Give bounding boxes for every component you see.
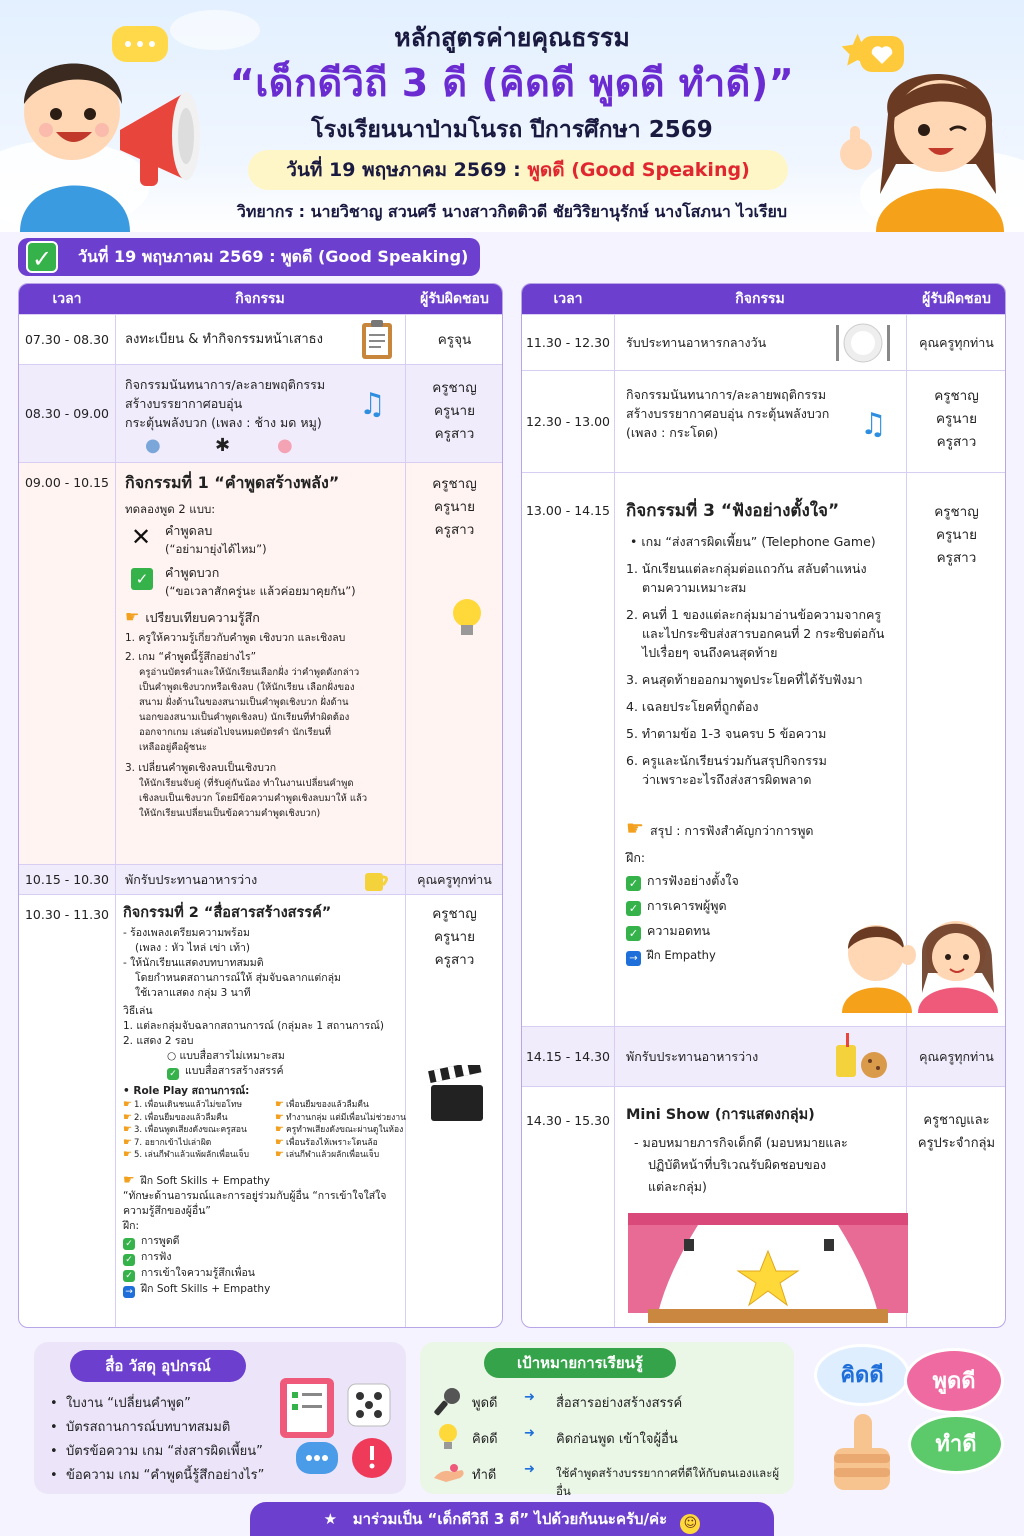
helping-hand-icon <box>432 1460 466 1486</box>
step-line: 5. ทำตามข้อ 1-3 จนครบ 5 ข้อความ <box>626 726 827 741</box>
smiley-icon: ☺ <box>680 1514 700 1534</box>
practice-item: การฟัง <box>141 1251 172 1263</box>
ant-icon: ✱ <box>215 435 231 456</box>
microphone-icon <box>434 1386 462 1416</box>
check-icon: ✓ <box>626 901 641 916</box>
positive-label: คำพูดบวก <box>165 565 220 580</box>
speak-good-bubble: พูดดี <box>904 1348 1004 1414</box>
how-to-play: วิธีเล่น <box>123 1005 153 1017</box>
time-cell: 09.00 - 10.15 <box>24 475 110 490</box>
time-cell: 13.00 - 14.15 <box>525 503 611 518</box>
camp-title: หลักสูตรค่ายคุณธรรม <box>394 23 630 52</box>
quote-line: ความรู้สึกของผู้อื่น” <box>123 1205 211 1217</box>
negative-label: คำพูดลบ <box>165 523 213 538</box>
speakers-line: วิทยากร : นายวิชาญ สวนศรี นางสาวกิตติวดี ชัยวิริยานุรักษ์ นางโสภนา ไวเรียบ <box>236 202 788 221</box>
time-cell: 14.30 - 15.30 <box>525 1113 611 1128</box>
goal-value: คิดก่อนพูด เข้าใจผู้อื่น <box>556 1432 678 1447</box>
elephant-icon: ● <box>145 435 161 456</box>
goals-title: เป้าหมายการเรียนรู้ <box>484 1348 676 1378</box>
materials-list: • ใบงาน “เปลี่ยนคำพูด” • บัตรสถานการณ์บทบาทสมมติ • บัตรข้อความ เกม “ส่งสารผิดเพี้ยน” • ข้อความ เกม “คำพูดนี้รู้สึกอย่างไร” <box>50 1396 265 1483</box>
resp-cell: คุณครูทุกท่าน <box>919 1049 994 1064</box>
step-line: และไปกระซิบส่งสารบอกคนที่ 2 กระซิบต่อกัน <box>642 626 885 641</box>
step-line: 1. ครูให้ความรู้เกี่ยวกับคำพูด เชิงบวก และเชิงลบ <box>125 632 346 644</box>
goal-value: สื่อสารอย่างสร้างสรรค์ <box>556 1396 683 1411</box>
star-icon: ★ <box>323 1510 348 1528</box>
resp-cell: คุณครูทุกท่าน <box>919 335 994 350</box>
time-cell: 07.30 - 08.30 <box>24 332 110 347</box>
table-header <box>19 284 502 314</box>
step-line: 3. เปลี่ยนคำพูดเชิงลบเป็นเชิงบวก <box>125 762 277 774</box>
time-cell: 11.30 - 12.30 <box>525 335 611 350</box>
option-line: แบบสื่อสารสร้างสรรค์ <box>185 1065 284 1077</box>
table-row <box>522 314 1005 370</box>
activity-line: กระตุ้นพลังบวก (เพลง : ช้าง มด หมู) <box>125 415 322 430</box>
step-detail: เชิงลบเป็นเชิงบวก โดยมีข้อความคำพูดเชิงลบมาให้ แล้ว <box>139 793 368 804</box>
music-note-icon: ♫ <box>359 387 386 422</box>
pointing-hand-icon: ☛ <box>275 1149 284 1160</box>
activity-cell: พักรับประทานอาหารว่าง <box>626 1049 759 1064</box>
resp-line: ครูชาญ <box>432 380 477 396</box>
step-line: 1. นักเรียนแต่ละกลุ่มต่อแถวกัน สลับตำแหน่ง <box>626 561 867 576</box>
date-highlight: พูดดี (Good Speaking) <box>527 159 750 181</box>
activity-cell: กิจกรรมที่ 2 “สื่อสารสร้างสรรค์” - ร้องเพลงเตรียมความพร้อม (เพลง : หัว ไหล่ เข่า เท้า) - ให้นักเรียนแสดงบทบาทสมมติ โดยกำหนดสถานการณ์ให้ สุ่มจับฉลากแต่กลุ่ม ใช้เวลาแสดง กลุ่ม 3 นาที วิธีเล่น 1. แต่ละกลุ่มจับฉลากสถานการณ์ (กลุ่มละ 1 สถานการณ์) 2. แสดง 2 รอบ ○ แบบสื่อสารไม่เหมาะสม ✓ แบบสื่อสารสร้างสรรค์ • Role Play สถานการณ์: ☛ 1. เพื่อนเดินชนแล้วไม่ขอโทษ ☛ 2. เพื่อนยืมของแล้วลืมคืน ☛ 3. เพื่อนพูดเสียงดังขณะครูสอน ☛ 7. อยากเข้าไปเล่าผิด ☛ 5. เล่นกีฬาแล้วแพ้ผลักเพื่อนเจ็บ ☛ เพื่อนยืมของแล้วลืมคืน ☛ ทำงานกลุ่ม แต่มีเพื่อนไม่ช่วยงาน ☛ ครูทำพเสียงดังขณะผ่านดูในห้อง ☛ เพื่อนร้องไห้เพราะโดนล้อ ☛ เล่นกีฬาแล้วผลักเพื่อนเจ็บ ☛ ฝึก Soft Skills + Empathy “ทักษะด้านอารมณ์และการอยู่ร่วมกับผู้อื่น “การเข้าใจใส่ใจ ความรู้สึกของผู้อื่น” ฝึก: ✓ การพูดดี ✓ การฟัง ✓ การเข้าใจความรู้สึกเพื่อน → ฝึก Soft Skills + Empathy <box>123 895 408 1328</box>
resp-cell: คุณครูทุกท่าน <box>417 872 492 887</box>
goal-key: พูดดี <box>472 1396 498 1411</box>
step-line: 1. แต่ละกลุ่มจับฉลากสถานการณ์ (กลุ่มละ 1 สถานการณ์) <box>123 1020 385 1032</box>
header-resp: ผู้รับผิดชอบ <box>420 291 489 307</box>
pointing-hand-icon: ☛ <box>275 1099 284 1110</box>
activity-title: กิจกรรมที่ 1 “คำพูดสร้างพลัง” <box>125 473 340 492</box>
goals-list <box>430 1384 790 1498</box>
clipboard-icon <box>359 319 395 361</box>
time-cell: 08.30 - 09.00 <box>24 406 110 421</box>
pointing-hand-icon: ☛ <box>123 1124 132 1135</box>
practice-item: การเข้าใจความรู้สึกเพื่อน <box>141 1267 255 1279</box>
materials-panel <box>34 1342 406 1494</box>
header-time: เวลา <box>553 291 583 307</box>
practice-item: ฝึก Soft Skills + Empathy <box>141 1283 271 1295</box>
three-good-bubbles <box>808 1336 1018 1496</box>
table-row <box>19 864 502 894</box>
roleplay-item: 3. เพื่อนพูดเสียงดังขณะครูสอน <box>133 1125 247 1135</box>
negative-example: (“อย่ามายุ่งได้ไหม”) <box>165 542 267 556</box>
activity-line: (เพลง : กระโดด) <box>626 425 719 440</box>
thumbs-up-icon <box>828 1408 904 1494</box>
bullet-line: (เพลง : หัว ไหล่ เข่า เท้า) <box>135 942 251 954</box>
arrow-icon: → <box>123 1286 135 1298</box>
materials-title: สื่อ วัสดุ อุปกรณ์ <box>70 1350 246 1382</box>
game-line: เกม “ส่งสารผิดเพี้ยน” (Telephone Game) <box>641 534 876 549</box>
pointing-hand-icon: ☛ <box>275 1124 284 1135</box>
activity-cell: กิจกรรมที่ 3 “ฟังอย่างตั้งใจ” • เกม “ส่งสารผิดเพี้ยน” (Telephone Game) 1. นักเรียนแต่ละกลุ่มต่อแถวกัน สลับตำแหน่ง ตามความเหมาะสม 2. คนที่ 1 ของแต่ละกลุ่มมาอ่านข้อความจากครู และไปกระซิบส่งสารบอกคนที่ 2 กระซิบต่อกัน ไปเรื่อยๆ จนถึงคนสุดท้าย 3. คนสุดท้ายออกมาพูดประโยคที่ได้รับฟังมา 4. เฉลยประโยคที่ถูกต้อง 5. ทำตามข้อ 1-3 จนครบ 5 ข้อความ 6. ครูและนักเรียนร่วมกันสรุปกิจกรรม ว่าเพราะอะไรถึงส่งสารผิดพลาด ☛ สรุป : การฟังสำคัญกว่าการพูด ฝึก: ✓ การฟังอย่างตั้งใจ ✓ การเคารพผู้พูด ✓ ความอดทน → ฝึก Empathy <box>626 473 906 1026</box>
resp-cell: ครูจุน <box>437 332 472 348</box>
activity-title: Mini Show (การแสดงกลุ่ม) <box>626 1107 815 1123</box>
plate-cutlery-icon <box>832 321 894 365</box>
activity-line: ทดลองพูด 2 แบบ: <box>125 502 216 516</box>
table-row <box>522 1026 1005 1086</box>
lightbulb-icon <box>436 1422 460 1452</box>
camp-subtitle: “เด็กดีวิถี 3 ดี (คิดดี พูดดี ทำดี)” <box>229 61 795 105</box>
resp-cell <box>906 1087 1006 1328</box>
positive-example: (“ขอเวลาสักครู่นะ แล้วค่อยมาคุยกัน”) <box>165 584 356 598</box>
resp-cell <box>906 371 1006 472</box>
step-detail: เหลืออยู่คือผู้ชนะ <box>139 742 207 753</box>
goal-key: คิดดี <box>472 1432 498 1447</box>
step-line: 2. แสดง 2 รอบ <box>123 1035 194 1047</box>
option-line: แบบสื่อสารไม่เหมาะสม <box>179 1050 285 1062</box>
day-banner <box>18 238 480 276</box>
goal-value: ใช้คำพูดสร้างบรรยากาศที่ดีให้กับตนเองและผู้อื่น <box>556 1466 780 1498</box>
table-row <box>19 462 502 864</box>
arrow-icon: → <box>626 951 641 966</box>
activity-cell <box>125 463 405 864</box>
step-detail: ออกจากเกม เล่นต่อไปจนหมดบัตรคำ นักเรียนที่ <box>139 727 332 738</box>
time-cell: 10.30 - 11.30 <box>24 907 110 922</box>
pointing-hand-icon: ☛ <box>125 607 140 626</box>
resp-line: ครูสาว <box>936 550 977 566</box>
quote-line: “ทักษะด้านอารมณ์และการอยู่ร่วมกับผู้อื่น “การเข้าใจใส่ใจ <box>123 1190 387 1202</box>
roleplay-item: 5. เล่นกีฬาแล้วแพ้ผลักเพื่อนเจ็บ <box>133 1150 250 1160</box>
bullet-line: - ร้องเพลงเตรียมความพร้อม <box>123 927 250 939</box>
check-icon: ✓ <box>131 568 153 590</box>
pointing-hand-icon: ☛ <box>123 1173 135 1188</box>
activity-cell: รับประทานอาหารกลางวัน <box>626 335 767 350</box>
resp-line: ครูชาญ <box>934 504 979 520</box>
time-cell: 14.15 - 14.30 <box>525 1049 611 1064</box>
materials-item: ใบงาน “เปลี่ยนคำพูด” <box>65 1396 191 1411</box>
think-good-bubble: คิดดี <box>814 1344 910 1406</box>
table-row <box>19 314 502 364</box>
header-activity: กิจกรรม <box>235 291 285 307</box>
practice-item: การฟังอย่างตั้งใจ <box>647 873 739 888</box>
resp-cell <box>405 463 503 864</box>
bullet-line: โดยกำหนดสถานการณ์ให้ สุ่มจับฉลากแต่กลุ่ม <box>135 972 341 984</box>
resp-line: ครูชาญ <box>934 388 979 404</box>
step-line: ตามความเหมาะสม <box>642 580 747 595</box>
step-detail: ให้นักเรียนเปลี่ยนเป็นข้อความคำพูดเชิงบวก) <box>139 808 321 819</box>
schedule-table-left <box>18 283 503 1328</box>
resp-line: ครูชาญ <box>432 906 477 922</box>
pointing-hand-icon: ☛ <box>123 1111 132 1123</box>
activity-line: สร้างบรรยากาศอบอุ่น กระตุ้นพลังบวก <box>626 406 830 421</box>
pointing-hand-icon: ☛ <box>626 816 644 840</box>
header-banner <box>0 0 1024 232</box>
resp-cell <box>405 895 503 1328</box>
table-row <box>19 894 502 1328</box>
materials-item: บัตรข้อความ เกม “ส่งสารผิดเพี้ยน” <box>65 1444 263 1459</box>
activity-cell <box>125 365 365 462</box>
roleplay-item: เพื่อนยืมของแล้วลืมคืน <box>285 1100 369 1110</box>
practice-label: ฝึก: <box>626 850 646 865</box>
check-icon: ✓ <box>626 926 641 941</box>
materials-item: บัตรสถานการณ์บทบาทสมมติ <box>65 1420 231 1435</box>
resp-line: ครูสาว <box>434 426 475 442</box>
compare-label: เปรียบเทียบความรู้สึก <box>145 610 260 625</box>
table-row <box>522 472 1005 1026</box>
header-resp: ผู้รับผิดชอบ <box>922 291 991 307</box>
practice-item: การพูดดี <box>141 1235 180 1247</box>
step-detail: เป็นคำพูดเชิงบวกหรือเชิงลบ (ให้นักเรียน เลือกฝั่งของ <box>139 682 355 693</box>
pointing-hand-icon: ☛ <box>275 1136 284 1148</box>
resp-line: ครูนาย <box>935 527 977 543</box>
activity-cell: ลงทะเบียน & ทำกิจกรรมหน้าเสาธง <box>125 332 323 347</box>
drink-icon <box>361 867 391 893</box>
materials-item: ข้อความ เกม “คำพูดนี้รู้สึกอย่างไร” <box>65 1468 265 1483</box>
check-icon: ✓ <box>123 1254 135 1266</box>
pointing-hand-icon: ☛ <box>275 1111 284 1123</box>
roleplay-item: เล่นกีฬาแล้วผลักเพื่อนเจ็บ <box>285 1150 380 1160</box>
activity-cell <box>626 371 886 472</box>
practice-item: ความอดทน <box>647 923 711 938</box>
pointing-hand-icon: ☛ <box>123 1136 132 1148</box>
resp-line: ครูชาญ <box>432 476 477 492</box>
worksheet-dice-icon <box>278 1370 398 1488</box>
resp-cell <box>405 365 503 462</box>
check-icon: ✓ <box>167 1068 179 1080</box>
circle-icon: ○ <box>167 1050 180 1062</box>
header-time: เวลา <box>52 291 82 307</box>
activity-line: กิจกรรมนันทนาการ/ละลายพฤติกรรม <box>125 377 326 392</box>
bullet-line: ใช้เวลาแสดง กลุ่ม 3 นาที <box>135 987 251 999</box>
resp-line: ครูประจำกลุ่ม <box>917 1136 996 1151</box>
detail-line: แต่ละกลุ่ม) <box>648 1179 707 1194</box>
step-line: ว่าเพราะอะไรถึงส่งสารผิดพลาด <box>642 772 812 787</box>
check-icon: ✓ <box>123 1238 135 1250</box>
step-detail: ครูอ่านบัตรคำและให้นักเรียนเลือกฝั่ง ว่าคำพูดดังกล่าว <box>139 667 360 678</box>
practice-item: การเคารพผู้พูด <box>647 898 727 913</box>
table-header <box>522 284 1005 314</box>
resp-line: ครูสาว <box>434 522 475 538</box>
step-line: 4. เฉลยประโยคที่ถูกต้อง <box>626 699 759 714</box>
bullet-line: - ให้นักเรียนแสดงบทบาทสมมติ <box>123 957 264 969</box>
check-icon: ✓ <box>26 241 58 273</box>
table-row <box>19 364 502 462</box>
resp-line: ครูสาว <box>434 952 475 968</box>
step-line: 6. ครูและนักเรียนร่วมกันสรุปกิจกรรม <box>626 753 827 768</box>
date-prefix: วันที่ 19 พฤษภาคม 2569 : <box>286 159 521 181</box>
step-line: 3. คนสุดท้ายออกมาพูดประโยคที่ได้รับฟังมา <box>626 672 863 687</box>
activity-cell: พักรับประทานอาหารว่าง <box>125 872 258 887</box>
check-icon: ✓ <box>626 876 641 891</box>
activity-line: สร้างบรรยากาศอบอุ่น <box>125 396 243 411</box>
activity-line: กิจกรรมนันทนาการ/ละลายพฤติกรรม <box>626 387 827 402</box>
practice-item: ฝึก Empathy <box>647 948 716 962</box>
resp-line: ครูนาย <box>433 403 475 419</box>
resp-line: ครูสาว <box>936 434 977 450</box>
snack-drink-icon <box>830 1033 892 1081</box>
activity-title: กิจกรรมที่ 2 “สื่อสารสร้างสรรค์” <box>123 905 332 921</box>
resp-line: ครูนาย <box>935 411 977 427</box>
table-row <box>522 370 1005 472</box>
resp-line: ครูนาย <box>433 929 475 945</box>
pointing-hand-icon: ☛ <box>123 1099 132 1110</box>
roleplay-list <box>123 1099 408 1179</box>
detail-line: ปฏิบัติหน้าที่บริเวณรับผิดชอบของ <box>648 1157 827 1172</box>
do-good-bubble: ทำดี <box>908 1414 1004 1474</box>
stage-curtain-illustration <box>628 1213 908 1323</box>
roleplay-item: 1. เพื่อนเดินชนแล้วไม่ขอโทษ <box>133 1100 243 1110</box>
schedule-table-right <box>521 283 1006 1328</box>
roleplay-item: ครูทำพเสียงดังขณะผ่านดูในห้อง <box>285 1125 404 1135</box>
music-note-icon: ♫ <box>860 407 887 442</box>
arrow-icon: ➜ <box>524 1462 535 1477</box>
practice-label: ฝึก: <box>123 1220 140 1232</box>
roleplay-title: Role Play สถานการณ์: <box>133 1085 250 1097</box>
resp-line: ครูนาย <box>433 499 475 515</box>
roleplay-item: 2. เพื่อนยืมของแล้วลืมคืน <box>133 1112 228 1123</box>
soft-skills-label: ฝึก Soft Skills + Empathy <box>140 1175 270 1187</box>
step-line: 2. เกม “คำพูดนี้รู้สึกอย่างไร” <box>125 651 257 663</box>
school-name: โรงเรียนนาป่ามโนรถ ปีการศึกษา 2569 <box>311 117 713 143</box>
pointing-hand-icon: ☛ <box>123 1149 132 1160</box>
roleplay-item: 7. อยากเข้าไปเล่าผิด <box>133 1137 212 1148</box>
arrow-icon: ➜ <box>524 1390 535 1405</box>
activity-title: กิจกรรมที่ 3 “ฟังอย่างตั้งใจ” <box>626 501 840 521</box>
pig-icon: ● <box>277 435 293 456</box>
step-detail: ให้นักเรียนจับคู่ (ที่รับคู่กันน้อง ทำในงานเปลี่ยนคำพูด <box>139 778 354 789</box>
detail-line: - มอบหมายภารกิจเด็กดี (มอบหมายและ <box>634 1135 848 1150</box>
date-badge <box>248 150 788 190</box>
time-cell: 12.30 - 13.00 <box>525 414 611 429</box>
footer-text: มาร่วมเป็น “เด็กดีวิถี 3 ดี” ไปด้วยกันนะครับ/ค่ะ <box>352 1510 668 1528</box>
roleplay-item: เพื่อนร้องไห้เพราะโดนล้อ <box>285 1137 378 1148</box>
step-detail: นอกของสนามเป็นคำพูดเชิงลบ) นักเรียนที่ทำผิดต้อง <box>139 712 350 723</box>
goals-panel <box>420 1342 794 1498</box>
resp-cell <box>906 473 1006 1026</box>
day-banner-label: วันที่ 19 พฤษภาคม 2569 : พูดดี (Good Speaking) <box>78 247 469 266</box>
step-detail: สนาม ฝั่งด้านในของสนามเป็นคำพูดเชิงบวก ฝั่งด้าน <box>139 697 349 708</box>
header-activity: กิจกรรม <box>735 291 785 307</box>
table-row <box>522 1086 1005 1328</box>
resp-line: ครูชาญและ <box>923 1113 990 1128</box>
arrow-icon: ➜ <box>524 1426 535 1441</box>
cross-icon: ✕ <box>131 523 152 551</box>
step-line: ไปเรื่อยๆ จนถึงคนสุดท้าย <box>642 645 778 660</box>
footer-banner <box>250 1502 774 1536</box>
step-line: 2. คนที่ 1 ของแต่ละกลุ่มมาอ่านข้อความจากครู <box>626 607 882 622</box>
roleplay-item: ทำงานกลุ่ม แต่มีเพื่อนไม่ช่วยงาน <box>285 1112 406 1123</box>
summary-line: สรุป : การฟังสำคัญกว่าการพูด <box>649 823 814 838</box>
check-icon: ✓ <box>123 1270 135 1282</box>
time-cell: 10.15 - 10.30 <box>24 872 110 887</box>
goal-key: ทำดี <box>472 1468 497 1483</box>
